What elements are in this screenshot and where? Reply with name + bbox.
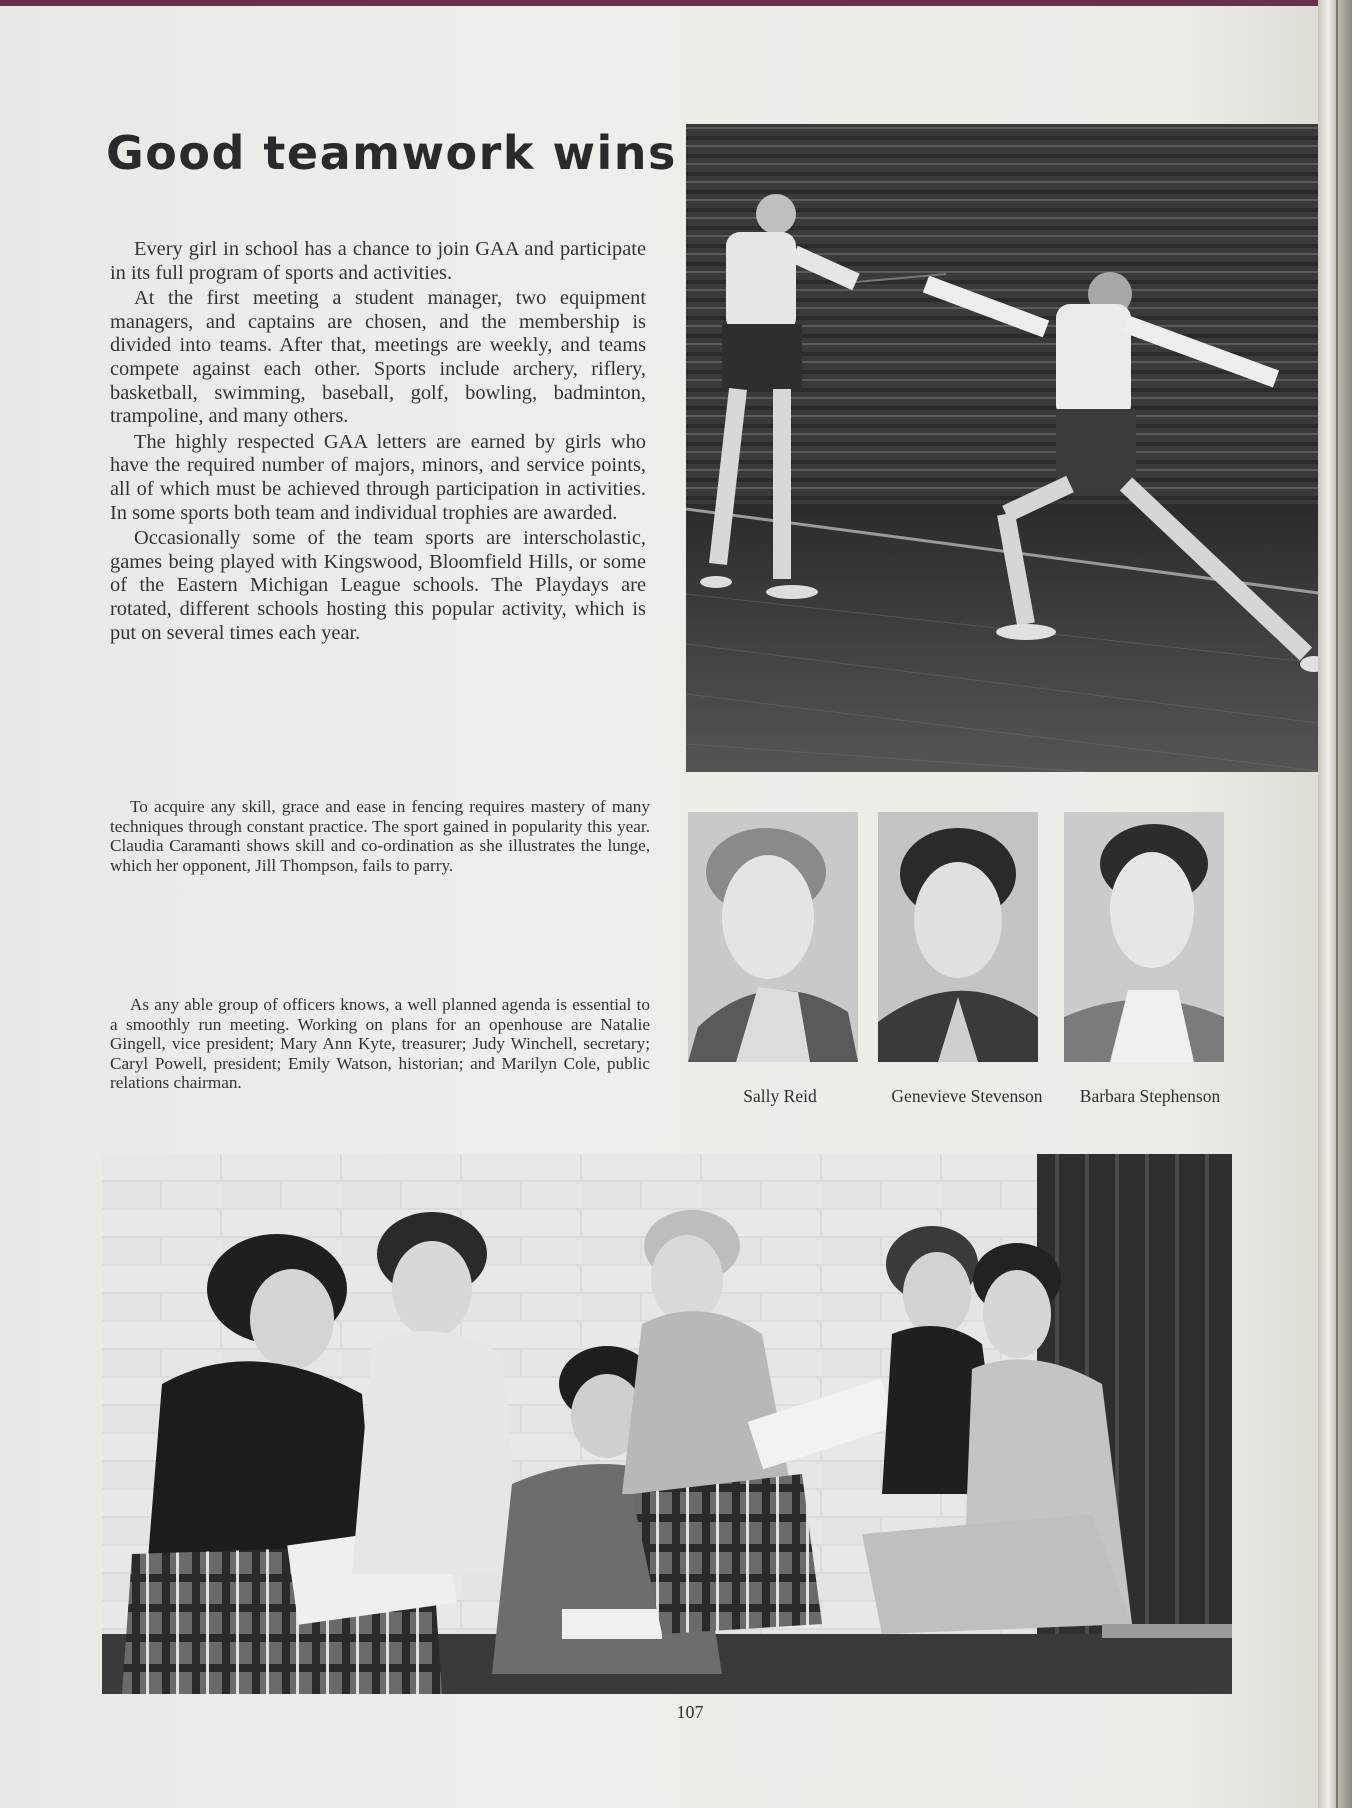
portrait-sally-reid (688, 812, 858, 1062)
portrait-barbara-stephenson (1064, 812, 1224, 1062)
portrait-name: Sally Reid (743, 1086, 817, 1106)
officers-caption (110, 995, 650, 1093)
yearbook-page (0, 6, 1318, 1808)
fencing-caption (110, 797, 650, 875)
article-paragraph: Occasionally some of the team sports are interscholastic, games being played with Kingswood, Bloomfield Hills, or some of the Eastern Michigan League schools. The Playdays are rotated, different schools hosting this popular activity, which is put on several times each year. (110, 527, 646, 644)
gaa-article (110, 238, 646, 647)
page-number: 107 (676, 1702, 704, 1722)
portrait-name: Genevieve Stevenson (891, 1086, 1043, 1106)
fencing-caption-text: To acquire any skill, grace and ease in fencing requires mastery of many techniques through constant practice. The sport gained in popularity this year. Claudia Caramanti shows skill and co-ordination as she illustrates the lunge, which her opponent, Jill Thompson, fails to parry. (110, 797, 650, 875)
article-paragraph: Every girl in school has a chance to join GAA and participate in its full program of sports and activities. (110, 238, 646, 284)
book-page-edge (1318, 0, 1352, 1808)
page-title: Good teamwork wins (106, 126, 677, 180)
portrait-genevieve-stevenson (878, 812, 1038, 1062)
officers-caption-text: As any able group of officers knows, a well planned agenda is essential to a smoothly run meeting. Working on plans for an openhouse are Natalie Gingell, vice president; Mary Ann Kyte, treasurer; Judy Winchell, secretary; Caryl Powell, president; Emily Watson, historian; and Marilyn Cole, public relations chairman. (110, 995, 650, 1093)
article-paragraph: At the first meeting a student manager, two equipment managers, and captains are chosen, and the membership is divided into teams. After that, meetings are weekly, and teams compete against each other. Sports include archery, riflery, basketball, swimming, baseball, golf, bowling, badminton, trampoline, and many others. (110, 287, 646, 428)
officers-group-photo (102, 1154, 1232, 1694)
fencing-photo (686, 124, 1326, 772)
article-paragraph: The highly respected GAA letters are earned by girls who have the required number of majors, minors, and service points, all of which must be achieved through participation in activities. In some sports both team and individual trophies are awarded. (110, 430, 646, 524)
portrait-name: Barbara Stephenson (1079, 1086, 1221, 1106)
